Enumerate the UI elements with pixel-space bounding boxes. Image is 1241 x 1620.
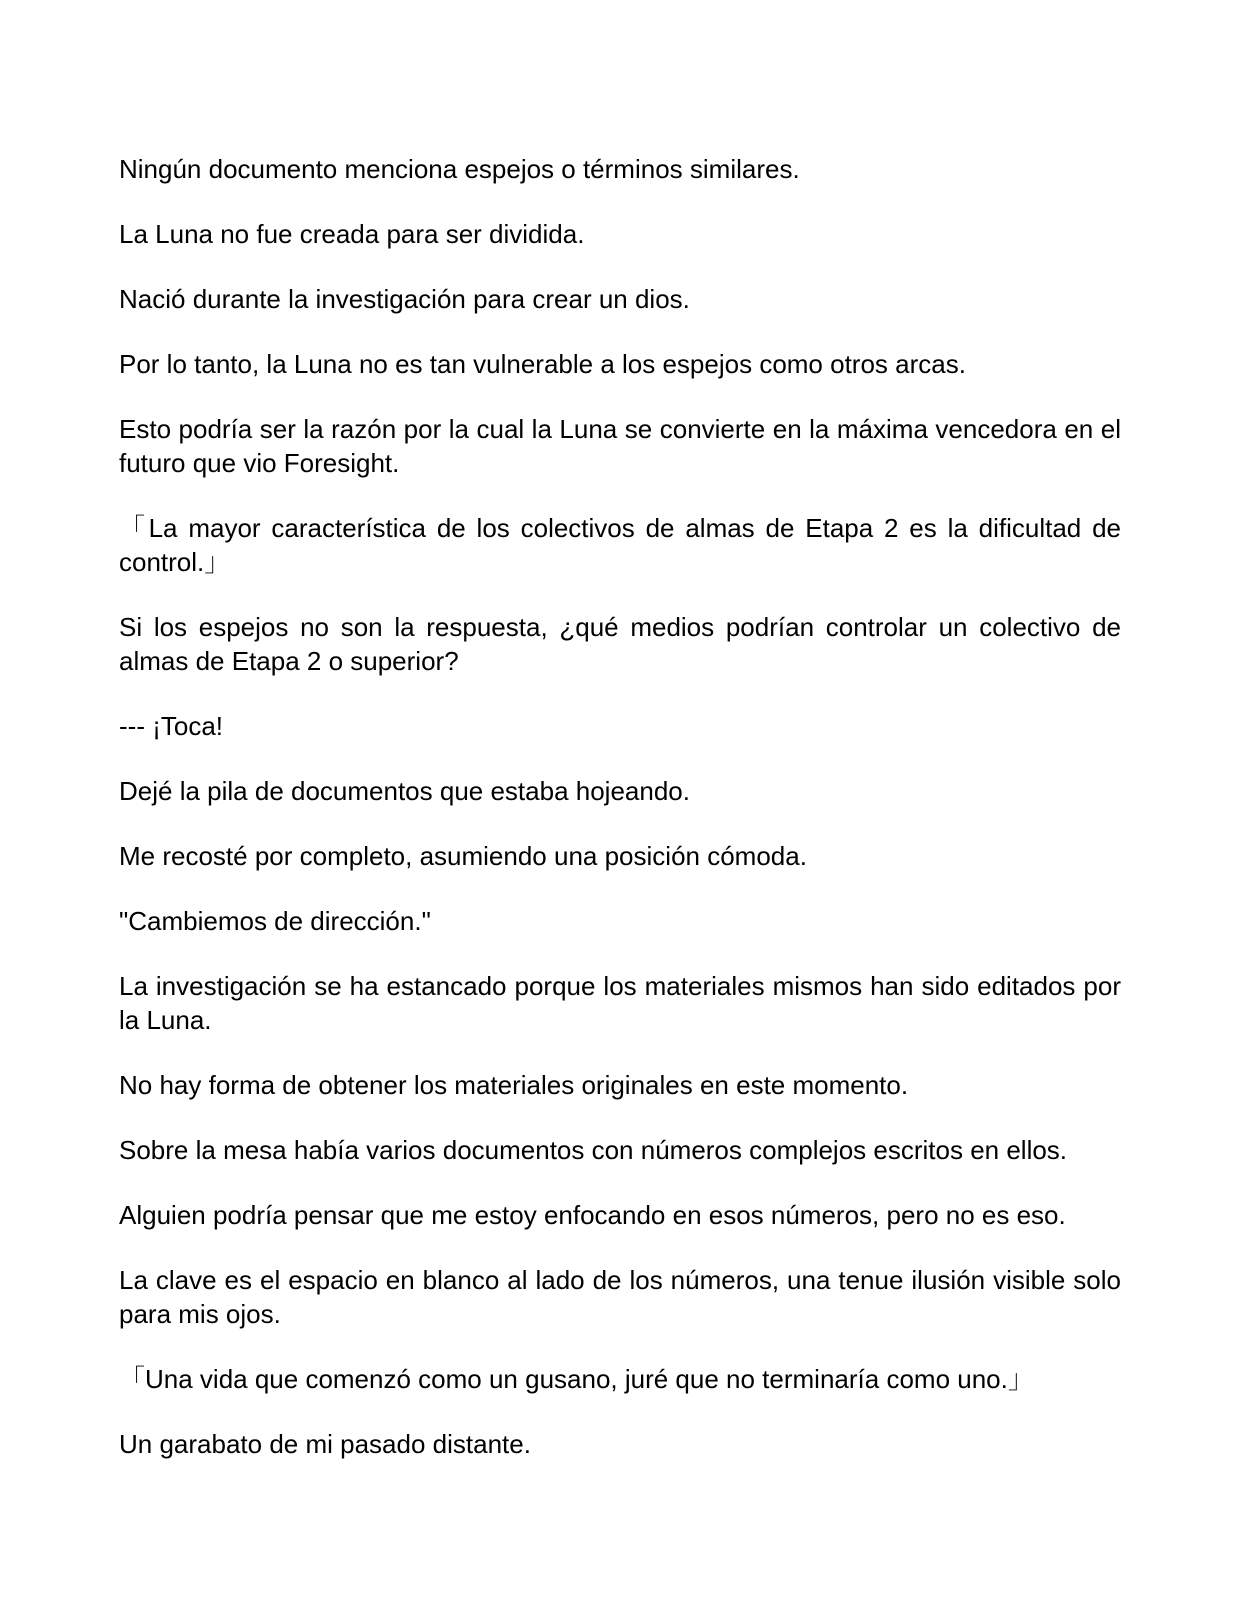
paragraph-2: La Luna no fue creada para ser dividida. xyxy=(119,219,585,249)
paragraph-5: Esto podría ser la razón por la cual la Luna se convierte en la máxima vencedora en el futuro que vio Foresight. xyxy=(119,414,1121,478)
paragraph-15: Alguien podría pensar que me estoy enfocando en esos números, pero no es eso. xyxy=(119,1200,1066,1230)
paragraph-18: Un garabato de mi pasado distante. xyxy=(119,1429,531,1459)
paragraph-1: Ningún documento menciona espejos o términos similares. xyxy=(119,154,800,184)
paragraph-7: Si los espejos no son la respuesta, ¿qué medios podrían controlar un colectivo de almas de Etapa 2 o superior? xyxy=(119,612,1121,676)
paragraph-9: Dejé la pila de documentos que estaba hojeando. xyxy=(119,776,690,806)
paragraph-16: La clave es el espacio en blanco al lado de los números, una tenue ilusión visible solo para mis ojos. xyxy=(119,1265,1121,1329)
paragraph-3: Nació durante la investigación para crear un dios. xyxy=(119,284,690,314)
paragraph-17-quote: 「Una vida que comenzó como un gusano, juré que no terminaría como uno.」 xyxy=(119,1364,1034,1394)
paragraph-11-dialogue: "Cambiemos de dirección." xyxy=(119,906,431,936)
paragraph-13: No hay forma de obtener los materiales originales en este momento. xyxy=(119,1070,909,1100)
paragraph-6-quote: 「La mayor característica de los colectivos de almas de Etapa 2 es la dificultad de control.」 xyxy=(119,513,1121,577)
paragraph-8: --- ¡Toca! xyxy=(119,711,223,741)
paragraph-10: Me recosté por completo, asumiendo una posición cómoda. xyxy=(119,841,807,871)
paragraph-14: Sobre la mesa había varios documentos con números complejos escritos en ellos. xyxy=(119,1135,1068,1165)
paragraph-4: Por lo tanto, la Luna no es tan vulnerable a los espejos como otros arcas. xyxy=(119,349,966,379)
paragraph-12: La investigación se ha estancado porque los materiales mismos han sido editados por la Luna. xyxy=(119,971,1121,1035)
